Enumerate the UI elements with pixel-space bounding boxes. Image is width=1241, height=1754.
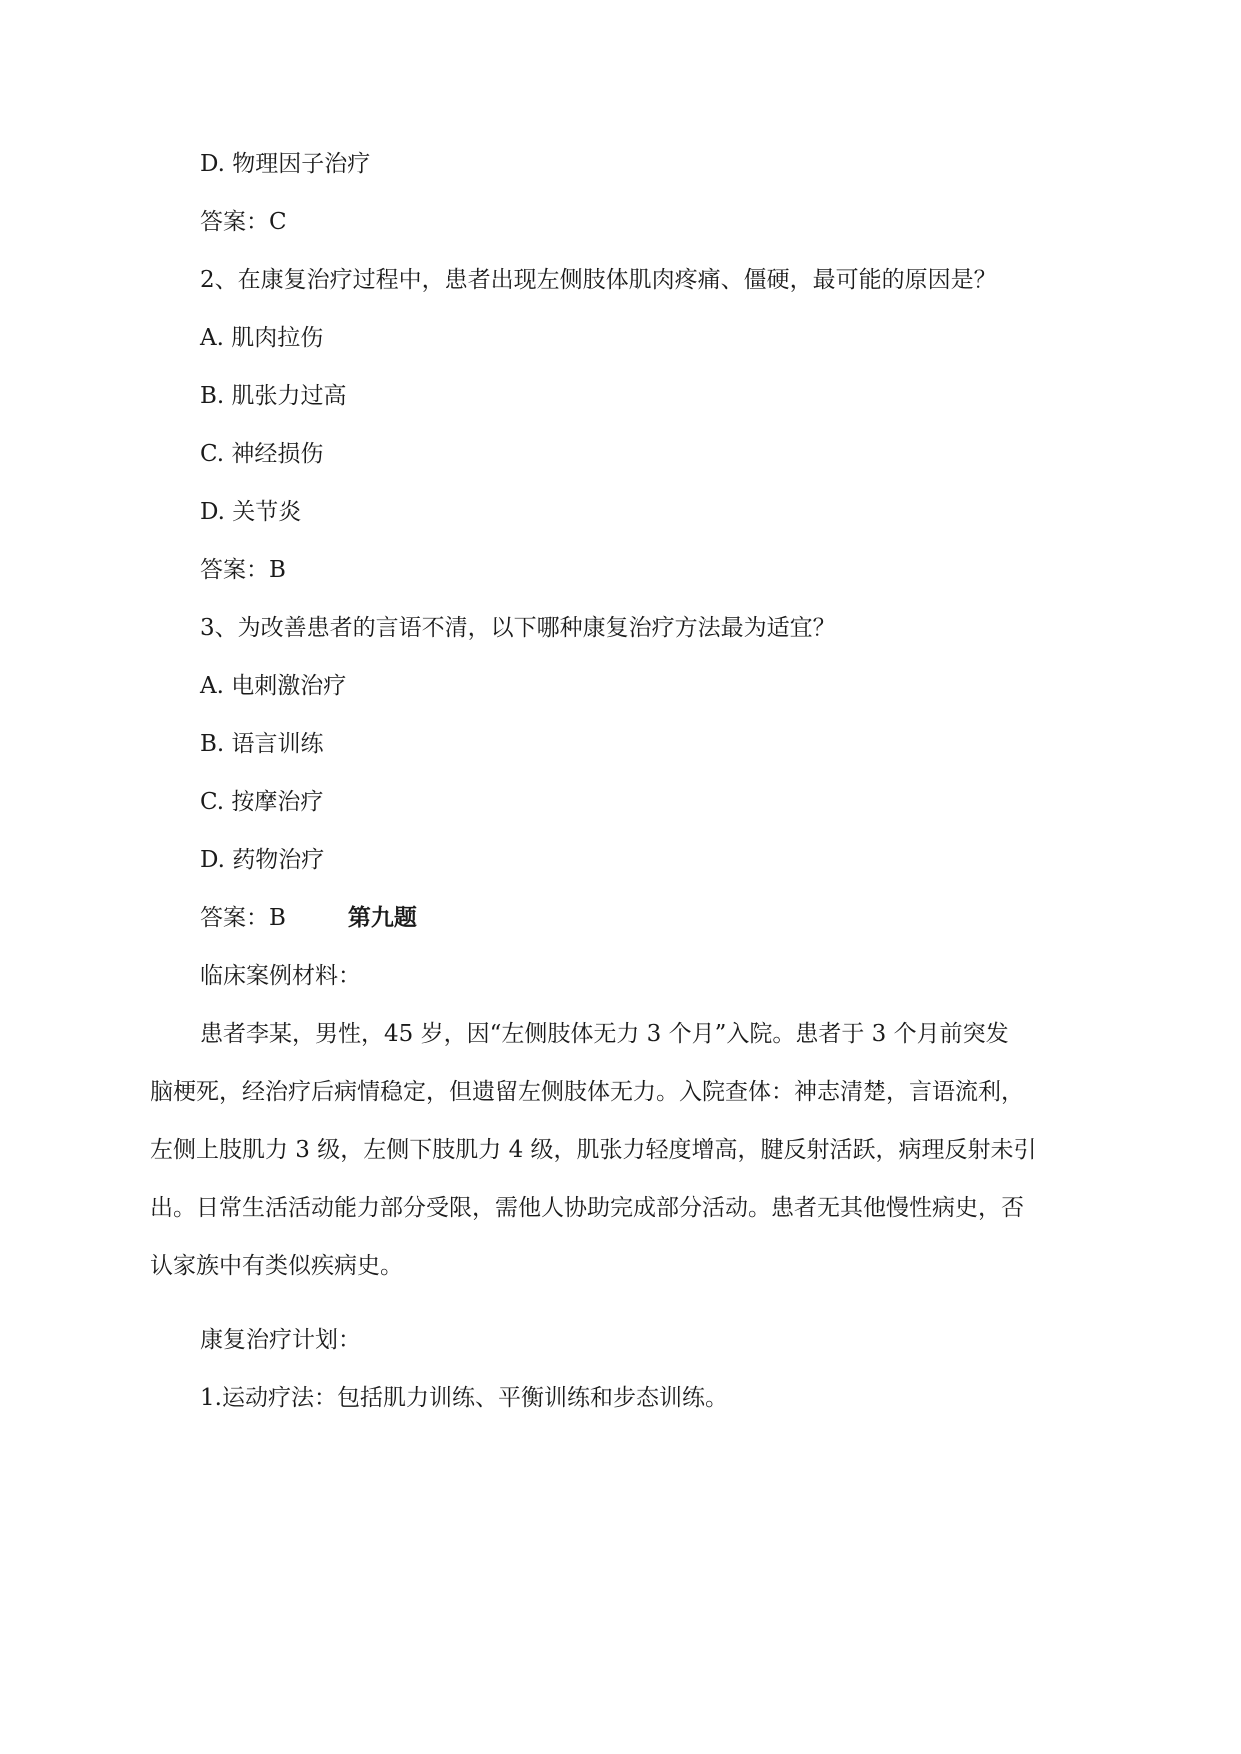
case-line-3: 左侧上肢肌力 3 级，左侧下肢肌力 4 级，肌张力轻度增高，腱反射活跃，病理反射未引 xyxy=(150,1137,1037,1163)
q1-answer: 答案：C xyxy=(200,209,287,235)
q3-stem: 3、为改善患者的言语不清，以下哪种康复治疗方法最为适宜？ xyxy=(200,615,836,641)
q2-option-c: C. 神经损伤 xyxy=(200,441,324,467)
case-line-4: 出。日常生活活动能力部分受限，需他人协助完成部分活动。患者无其他慢性病史，否 xyxy=(150,1195,1024,1221)
q2-stem: 2、在康复治疗过程中，患者出现左侧肢体肌肉疼痛、僵硬，最可能的原因是？ xyxy=(200,267,997,293)
case-line-2: 脑梗死，经治疗后病情稳定，但遗留左侧肢体无力。入院查体：神志清楚，言语流利， xyxy=(150,1079,1024,1105)
q3-option-b: B. 语言训练 xyxy=(200,731,324,757)
q2-option-d: D. 关节炎 xyxy=(200,499,302,525)
q1-option-d: D. 物理因子治疗 xyxy=(200,151,371,177)
q3-option-a: A. 电刺激治疗 xyxy=(200,673,347,699)
q3-answer-row xyxy=(200,902,417,934)
case-heading: 临床案例材料： xyxy=(200,963,361,989)
q3-option-c: C. 按摩治疗 xyxy=(200,789,324,815)
q3-answer: 答案：B xyxy=(200,905,286,931)
q2-option-b: B. 肌张力过高 xyxy=(200,383,347,409)
case-line-1: 患者李某，男性，45 岁，因“左侧肢体无力 3 个月”入院。患者于 3 个月前突发 xyxy=(200,1021,1009,1047)
plan-heading: 康复治疗计划： xyxy=(200,1327,361,1353)
q2-answer: 答案：B xyxy=(200,557,286,583)
plan-item-1: 1.运动疗法：包括肌力训练、平衡训练和步态训练。 xyxy=(200,1385,728,1411)
section-title: 第九题 xyxy=(347,905,417,931)
case-line-5: 认家族中有类似疾病史。 xyxy=(150,1253,403,1279)
q2-option-a: A. 肌肉拉伤 xyxy=(200,325,324,351)
q3-option-d: D. 药物治疗 xyxy=(200,847,325,873)
